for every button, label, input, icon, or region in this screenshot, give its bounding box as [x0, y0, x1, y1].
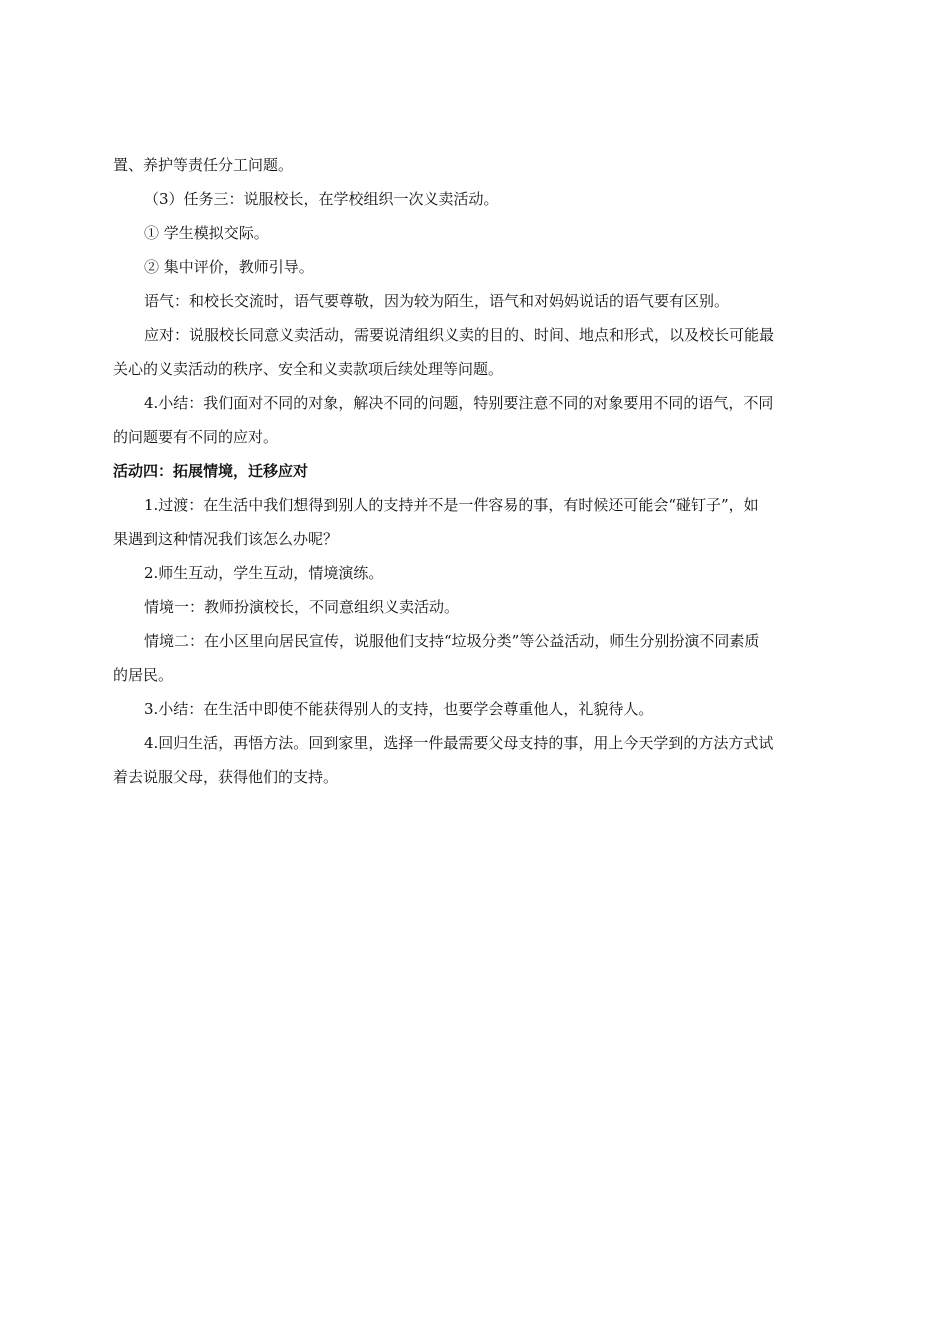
paragraph-line: 的居民。	[113, 666, 174, 684]
document-body	[113, 148, 853, 794]
paragraph-line: 的问题要有不同的应对。	[113, 428, 279, 446]
paragraph-line: 情境一：教师扮演校长，不同意组织义卖活动。	[144, 598, 460, 616]
paragraph-line: 4.回归生活，再悟方法。回到家里，选择一件最需要父母支持的事，用上今天学到的方法方式试	[144, 734, 774, 752]
task-three-heading: （3）任务三：说服校长，在学校组织一次义卖活动。	[144, 190, 499, 208]
paragraph-line: 2.师生互动，学生互动，情境演练。	[144, 564, 384, 582]
paragraph-line: 置、养护等责任分工问题。	[113, 156, 294, 174]
list-item: ② 集中评价，教师引导。	[144, 258, 314, 276]
paragraph-line: 语气：和校长交流时，语气要尊敬，因为较为陌生，语气和对妈妈说话的语气要有区别。	[144, 292, 730, 310]
paragraph-line: 4.小结：我们面对不同的对象，解决不同的问题，特别要注意不同的对象要用不同的语气，不同	[144, 394, 774, 412]
paragraph-line: 应对：说服校长同意义卖活动，需要说清组织义卖的目的、时间、地点和形式，以及校长可能最	[144, 326, 775, 344]
paragraph-line: 3.小结：在生活中即使不能获得别人的支持，也要学会尊重他人，礼貌待人。	[144, 700, 654, 718]
paragraph-line: 情境二：在小区里向居民宣传，说服他们支持“垃圾分类”等公益活动，师生分别扮演不同素质	[144, 632, 760, 650]
paragraph-line: 果遇到这种情况我们该怎么办呢？	[113, 530, 339, 548]
paragraph-line: 关心的义卖活动的秩序、安全和义卖款项后续处理等问题。	[113, 360, 504, 378]
paragraph-line: 1.过渡：在生活中我们想得到别人的支持并不是一件容易的事，有时候还可能会“碰钉子”，如	[144, 496, 759, 514]
list-item: ① 学生模拟交际。	[144, 224, 269, 242]
section-heading: 活动四：拓展情境，迁移应对	[113, 462, 309, 480]
paragraph-line: 着去说服父母，获得他们的支持。	[113, 768, 339, 786]
